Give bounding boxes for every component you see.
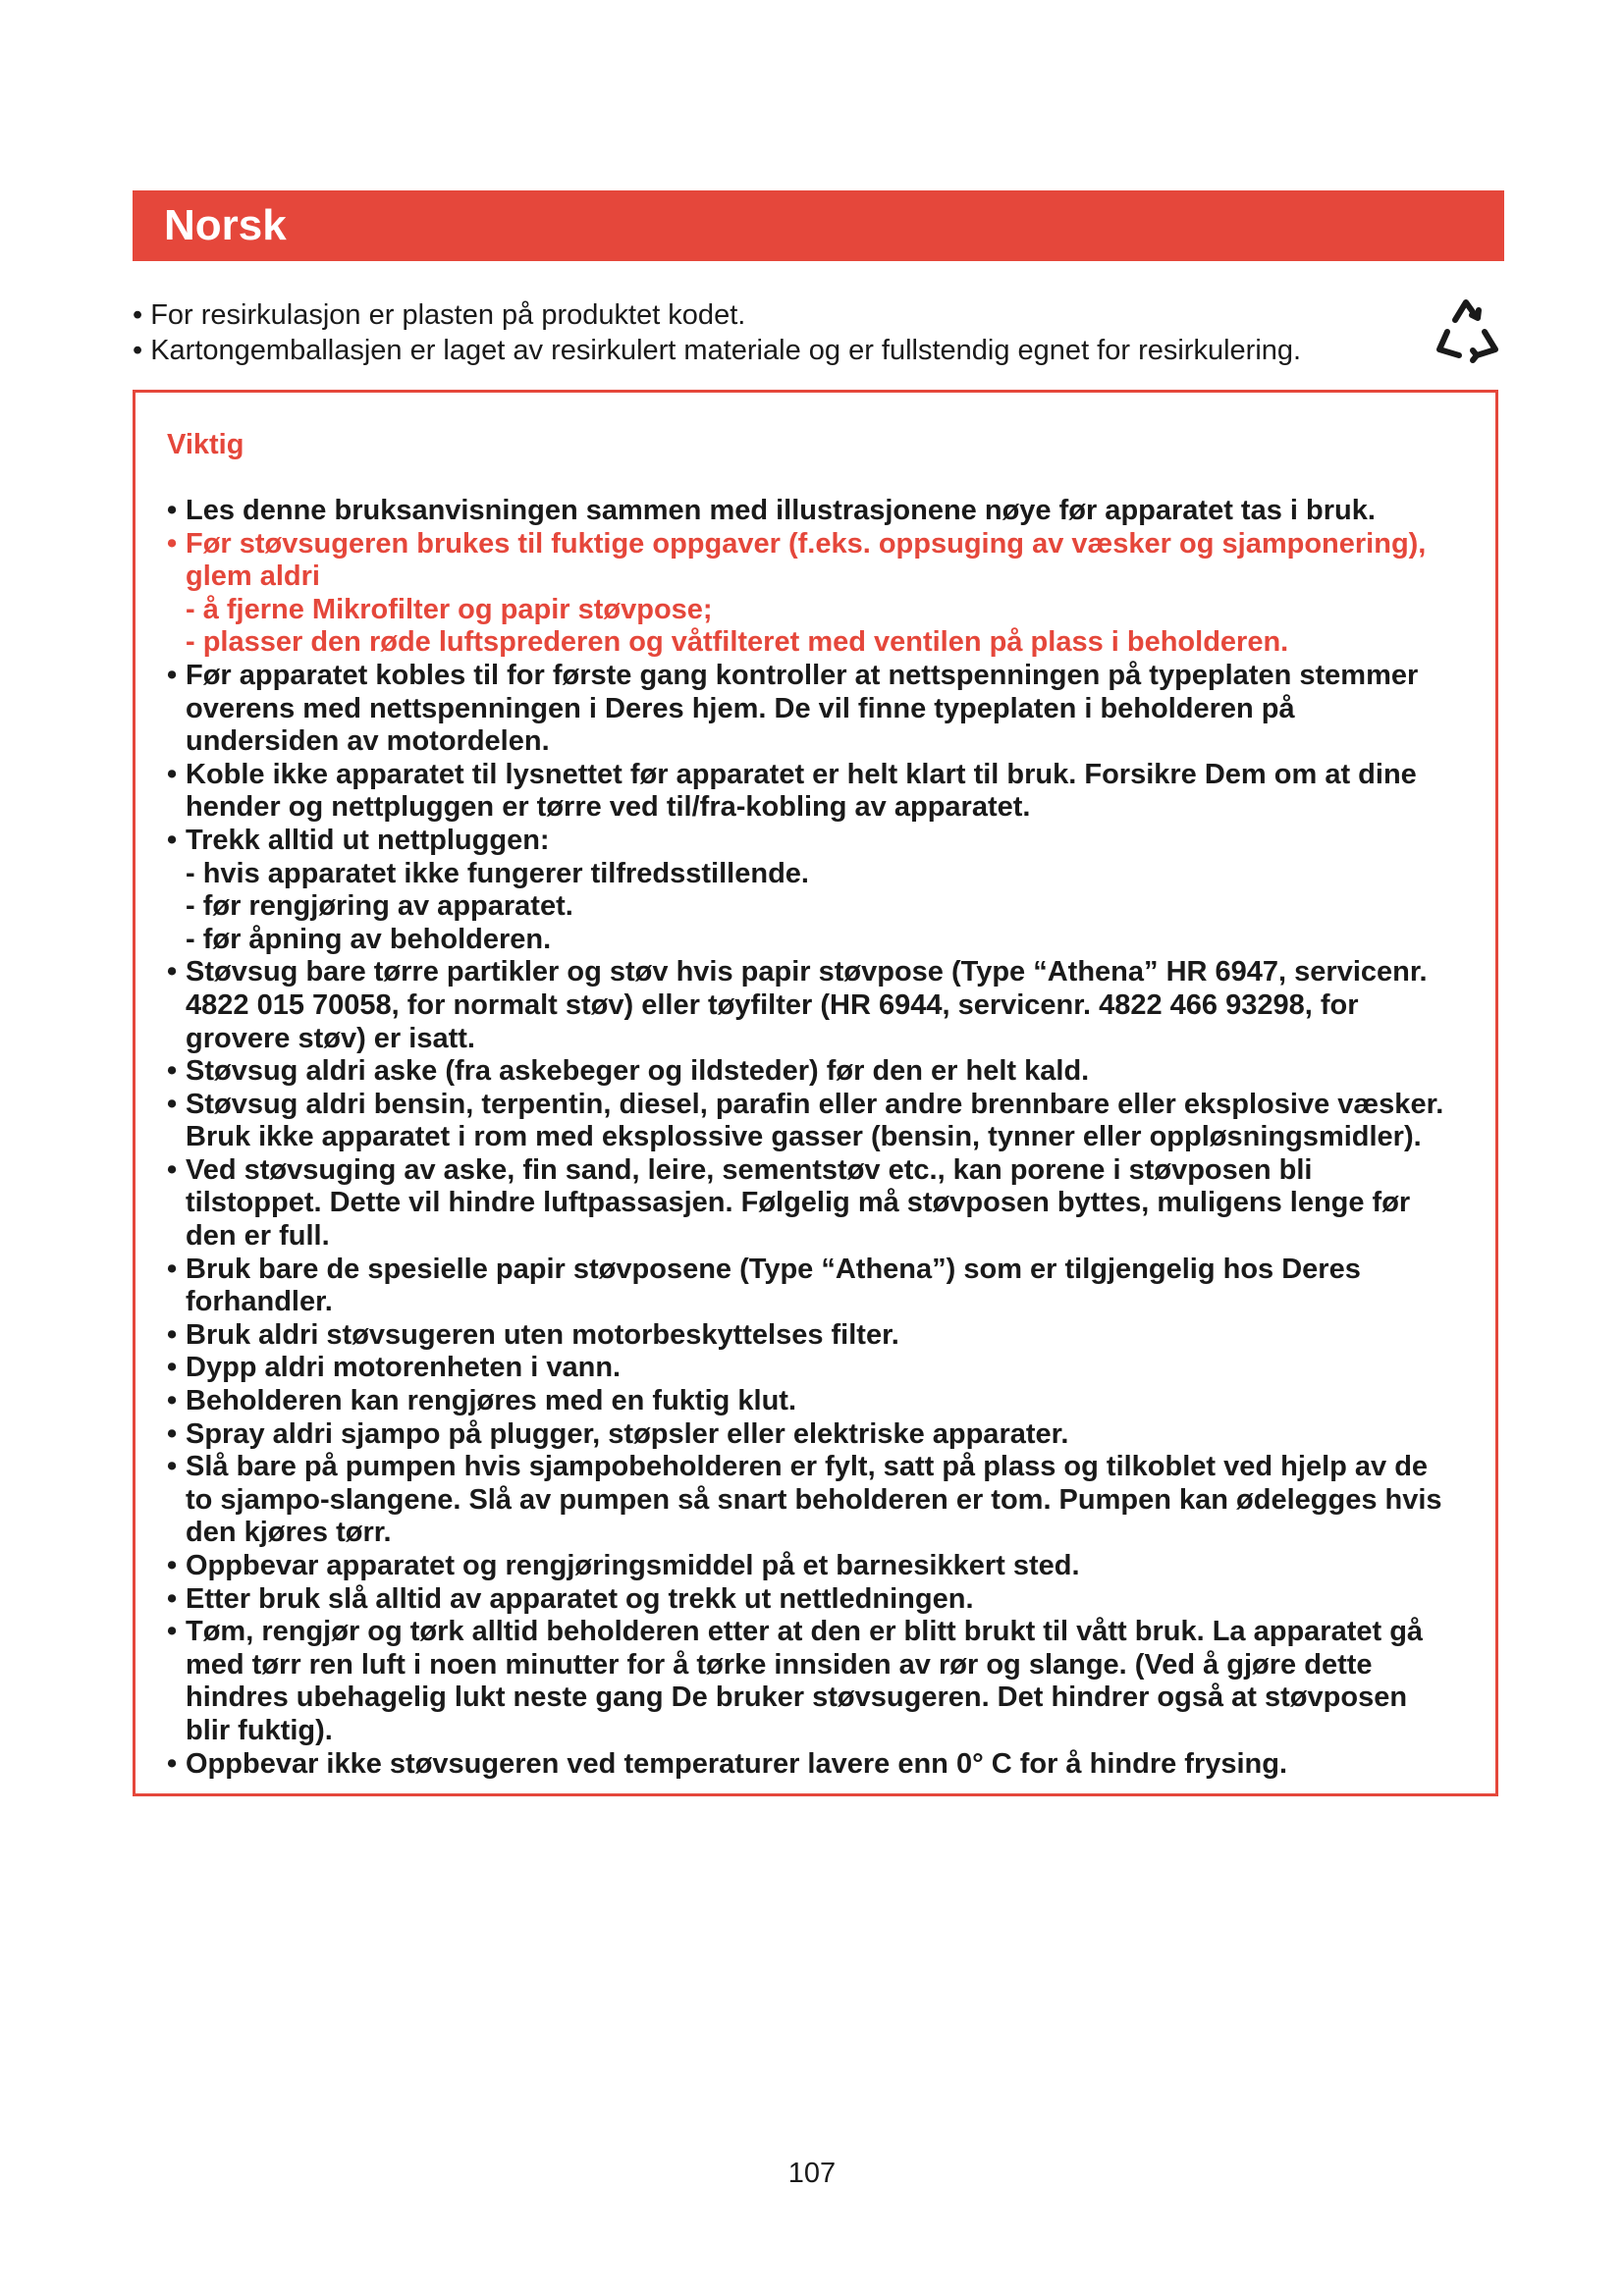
list-item: • Bruk aldri støvsugeren uten motorbeskyttelses filter.: [167, 1319, 1502, 1353]
list-item: • Før støvsugeren brukes til fuktige oppgaver (f.eks. oppsuging av væsker og sjamponering),: [167, 528, 1502, 561]
list-item: • Koble ikke apparatet til lysnettet før apparatet er helt klart til bruk. Forsikre Dem om at dine: [167, 759, 1502, 792]
list-item: • Beholderen kan rengjøres med en fuktig klut.: [167, 1385, 1502, 1418]
list-item-continuation: 4822 015 70058, for normalt støv) eller tøyfilter (HR 6944, servicenr. 4822 466 93298, for: [186, 988, 1359, 1021]
list-item: • Trekk alltid ut nettpluggen:: [167, 825, 1502, 858]
list-item-continuation: hindres ubehagelig lukt neste gang De bruker støvsugeren. Det hindrer også at støvposen: [186, 1682, 1408, 1714]
recycling-note: • For resirkulasjon er plasten på produktet kodet.: [133, 299, 746, 331]
list-item-continuation: grovere støv) er isatt.: [186, 1022, 475, 1054]
list-item: • Slå bare på pumpen hvis sjampobeholderen er fylt, satt på plass og tilkoblet ved hjelp av de: [167, 1451, 1502, 1484]
list-item: • Støvsug bare tørre partikler og støv hvis papir støvpose (Type “Athena” HR 6947, servicenr.: [167, 956, 1502, 989]
list-item-continuation: to sjampo-slangene. Slå av pumpen så snart beholderen er tom. Pumpen kan ødelegges hvis: [186, 1483, 1442, 1516]
list-item: • Støvsug aldri aske (fra askebeger og ildsteder) før den er helt kald.: [167, 1055, 1502, 1089]
list-item-continuation: den er full.: [186, 1220, 330, 1253]
list-item: • Oppbevar ikke støvsugeren ved temperaturer lavere enn 0° C for å hindre frysing.: [167, 1748, 1502, 1782]
list-item-continuation: hender og nettpluggen er tørre ved til/fra-kobling av apparatet.: [186, 791, 1031, 824]
list-item: • Støvsug aldri bensin, terpentin, diesel, parafin eller andre brennbare eller eksplosive væsker.: [167, 1089, 1502, 1122]
list-item: • Bruk bare de spesielle papir støvposene (Type “Athena”) som er tilgjengelig hos Deres: [167, 1254, 1502, 1287]
list-item-continuation: blir fuktig).: [186, 1714, 333, 1746]
recycle-icon: [1434, 294, 1502, 365]
list-item-continuation: glem aldri: [186, 561, 320, 593]
list-item: • Ved støvsuging av aske, fin sand, leire, sementstøv etc., kan porene i støvposen bli: [167, 1154, 1502, 1188]
list-item: • Før apparatet kobles til for første gang kontroller at nettspenningen på typeplaten stemmer: [167, 660, 1502, 693]
list-sub-item: - plasser den røde luftsprederen og våtfilteret med ventilen på plass i beholderen.: [186, 626, 1289, 659]
list-item-continuation: forhandler.: [186, 1286, 333, 1318]
list-sub-item: - å fjerne Mikrofilter og papir støvpose;: [186, 593, 713, 625]
list-item-continuation: tilstoppet. Dette vil hindre luftpassasjen. Følgelig må støvposen byttes, muligens lenge før: [186, 1187, 1411, 1219]
list-item-continuation: Bruk ikke apparatet i rom med eksplossive gasser (bensin, tynner eller oppløsningsmidler).: [186, 1121, 1422, 1153]
section-header-bar: [133, 190, 1504, 261]
recycling-note: • Kartongemballasjen er laget av resirkulert materiale og er fullstendig egnet for resirkulering.: [133, 335, 1302, 366]
list-item: • Etter bruk slå alltid av apparatet og trekk ut nettledningen.: [167, 1583, 1502, 1617]
list-item: • Spray aldri sjampo på plugger, støpsler eller elektriske apparater.: [167, 1418, 1502, 1452]
recycling-notes: [133, 297, 1409, 368]
list-item-continuation: undersiden av motordelen.: [186, 725, 550, 758]
list-item-continuation: den kjøres tørr.: [186, 1517, 392, 1549]
section-title: Norsk: [164, 201, 287, 249]
list-item: • Les denne bruksanvisningen sammen med illustrasjonene nøye før apparatet tas i bruk.: [167, 495, 1502, 528]
list-item: • Oppbevar apparatet og rengjøringsmiddel på et barnesikkert sted.: [167, 1550, 1502, 1583]
safety-instructions-list: [167, 495, 1502, 1781]
page-number: 107: [787, 2158, 837, 2189]
list-item: • Dypp aldri motorenheten i vann.: [167, 1352, 1502, 1385]
important-title: Viktig: [167, 429, 244, 460]
list-item-continuation: overens med nettspenningen i Deres hjem. De vil finne typeplaten i beholderen på: [186, 692, 1295, 724]
list-sub-item: - hvis apparatet ikke fungerer tilfredsstillende.: [186, 857, 809, 889]
list-sub-item: - før rengjøring av apparatet.: [186, 890, 573, 923]
list-sub-item: - før åpning av beholderen.: [186, 923, 552, 955]
list-item: • Tøm, rengjør og tørk alltid beholderen etter at den er blitt brukt til vått bruk. La apparatet gå: [167, 1616, 1502, 1649]
list-item-continuation: med tørr ren luft i noen minutter for å tørke innsiden av rør og slange. (Ved å gjøre dette: [186, 1648, 1373, 1681]
important-notice-box: [133, 390, 1498, 1796]
